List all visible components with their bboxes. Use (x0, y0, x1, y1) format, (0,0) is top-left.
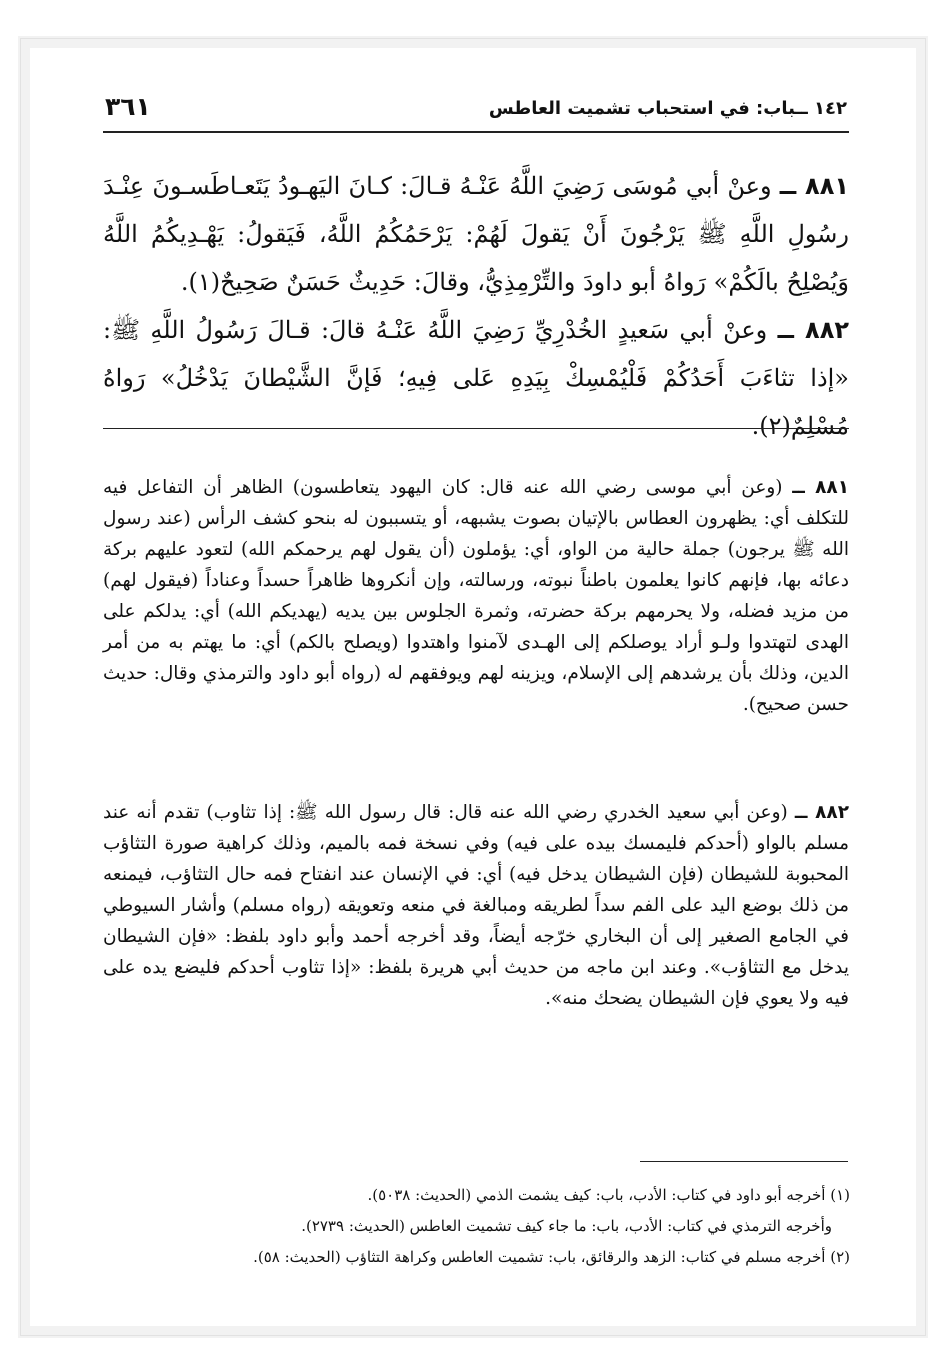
commentary-881 (103, 472, 849, 720)
footnote-2: (٢) أخرجه مسلم في كتاب: الزهد والرقائق، باب: تشميت العاطس وكراهة التثاؤب (الحديث: ٥٨). (253, 1248, 850, 1266)
footnote-1-continuation: وأخرجه الترمذي في كتاب: الأدب، باب: ما جاء كيف تشميت العاطس (الحديث: ٢٧٣٩). (301, 1217, 832, 1235)
header-rule (103, 131, 849, 133)
commentary-text: (وعن أبي موسى رضي الله عنه قال: كان اليهود يتعاطسون) الظاهر أن التفاعل فيه للتكلف أي: يظهرون العطاس بالإتيان بصوت يشبهه، أو يتسببون له بنحو كشف الرأس (عند رسول الله ﷺ يرجون) جملة حالية من الواو، أي: يؤملون (أن يقول لهم يرحمكم الله) لتعود عليهم بركة دعائه بها، فإنهم كانوا يعلمون باطناً نبوته، ورسالته، وإن أنكروها ظاهراً حسداً وعناداً (فيقول لهم) من مزيد فضله، ولا يحرمهم بركة حضرته، وثمرة الجلوس بين يديه (يهديكم الله) أي: يدلكم على الهدى لتهتدوا ولـو أراد يوصلكم إلى الهـدى لآمنوا واهتدوا (ويصلح بالكم) أي: ما يهتم به من أمر الدين، وذلك بأن يرشدهم إلى الإسلام، ويزينه لهم ويوفقهم له (رواه أبو داود والترمذي وقال: حديث حسن صحيح). (103, 477, 849, 715)
commentary-882 (103, 797, 849, 1014)
hadith-text: وعنْ أبي سَعيدٍ الخُدْرِيِّ رَضِيَ اللَّهُ عَنْـهُ قالَ: قـالَ رَسُولُ اللَّهِ ﷺ: «إذا تثاءَبَ أَحَدُكُمْ فَلْيُمْسِكْ بِيَدِهِ عَلى فِيهِ؛ فَإنَّ الشَّيْطانَ يَدْخُلُ» رَواهُ مُسْلِمٌ(٢). (103, 316, 849, 440)
footnote-1: (١) أخرجه أبو داود في كتاب: الأدب، باب: كيف يشمت الذمي (الحديث: ٥٠٣٨). (367, 1186, 850, 1204)
hadith-881 (103, 162, 849, 306)
footnote-rule (640, 1161, 848, 1162)
commentary-number: ٨٨١ ــ (792, 477, 850, 498)
page-header (105, 92, 847, 130)
hadith-number: ٨٨١ ــ (779, 172, 849, 200)
hadith-text: وعنْ أبي مُوسَى رَضِيَ اللَّهُ عَنْـهُ قـالَ: كـانَ اليَهـودُ يَتَعـاطَسـونَ عِنْـدَ رسُولِ اللَّهِ ﷺ يَرْجُونَ أَنْ يَقولَ لَهُمْ: يَرْحَمُكُمُ اللَّهُ، فَيَقولُ: يَهْـدِيكُمُ اللَّهُ وَيُصْلِحُ بالَكُمْ» رَواهُ أبو داودَ والتِّرْمِذِيُّ، وقالَ: حَدِيثٌ حَسَنٌ صَحِيحٌ(١). (103, 172, 849, 296)
commentary-number: ٨٨٢ ــ (794, 802, 849, 823)
commentary-text: (وعن أبي سعيد الخدري رضي الله عنه قال: قال رسول الله ﷺ: إذا تثاوب) تقدم أنه عند مسلم بالواو (أحدكم فليمسك بيده على فيه) وفي نسخة فمه بالميم، وذلك كراهية صورة التثاؤب المحبوبة للشيطان (فإن الشيطان يدخل فيه) أي: في الإنسان عند انفتاح فمه حال التثاؤب، فيمنعه من ذلك بوضع اليد على الفم سداً لطريقه ومبالغة في منعه وتعويقه (رواه مسلم) وأشار السيوطي في الجامع الصغير إلى أن البخاري خرّجه أيضاً، وقد أخرجه أحمد وأبو داود بلفظ: «فإن الشيطان يدخل مع التثاؤب». وعند ابن ماجه من حديث أبي هريرة بلفظ: «إذا تثاوب أحدكم فليضع يده على فيه ولا يعوي فإن الشيطان يضحك منه». (103, 802, 849, 1009)
text-commentary-separator (103, 428, 849, 429)
hadith-number: ٨٨٢ ــ (777, 316, 849, 344)
chapter-title: ١٤٢ ــباب: في استحباب تشميت العاطس (488, 98, 847, 119)
page-number: ٣٦١ (105, 92, 151, 121)
